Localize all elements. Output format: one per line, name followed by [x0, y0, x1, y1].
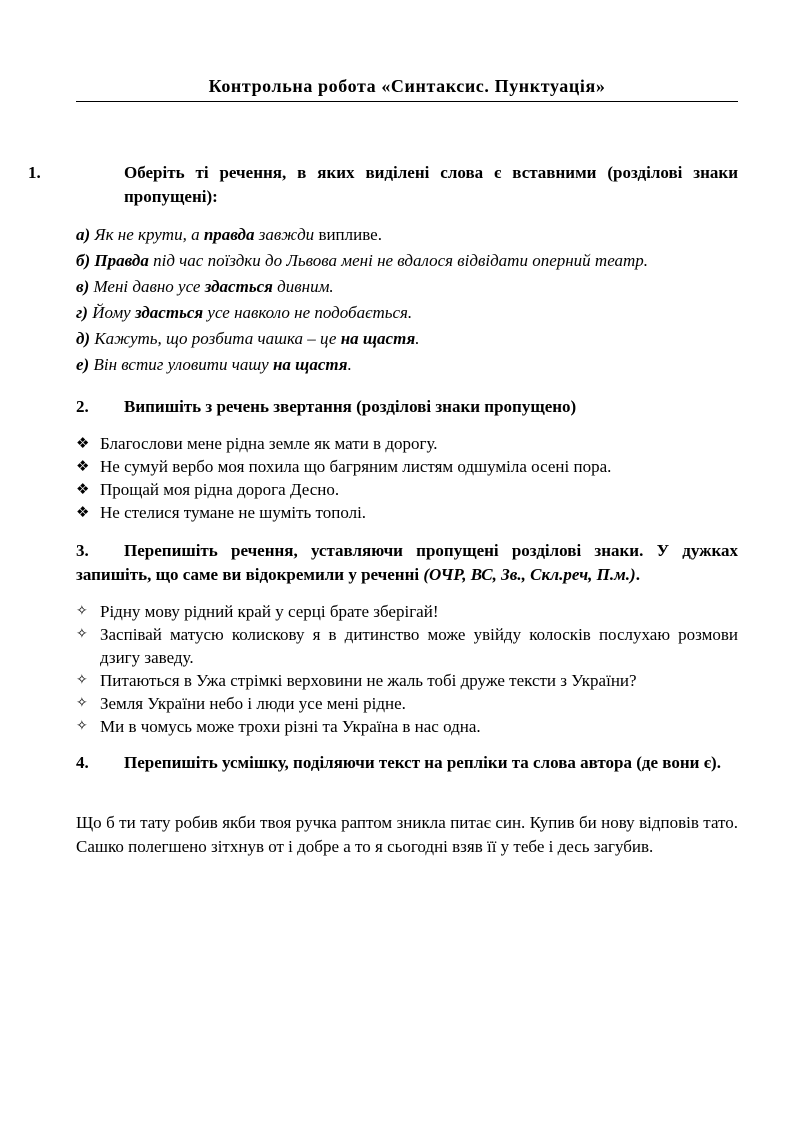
title-underline: [76, 101, 738, 102]
option-highlight: на щастя: [272, 355, 348, 374]
question-4-paragraph: Що б ти тату робив якби твоя ручка раптом зникла питає син. Купив би нову відповів тато. Сашко полегшено зітхнув от і добре а то я сьогодні взяв її у тебе і десь загубив.: [76, 813, 738, 856]
list-item: [76, 623, 738, 669]
list-item-text: Благослови мене рідна земле як мати в дорогу.: [100, 434, 438, 453]
diamond-bullet-icon: ❖: [76, 434, 90, 452]
option-highlight: здасться: [134, 303, 204, 322]
list-item-text: Не стелися тумане не шуміть тополі.: [100, 503, 367, 522]
list-item: [76, 692, 738, 715]
question-3: [76, 539, 738, 586]
list-item: [76, 501, 738, 524]
diamond-bullet-icon: ❖: [76, 457, 90, 475]
list-item-text: Ми в чомусь може трохи різні та Україна в нас одна.: [100, 717, 481, 736]
question-2-list: [76, 432, 738, 524]
option-d: [76, 300, 738, 326]
question-3-number: 3.: [76, 541, 89, 560]
list-item-text: Не сумуй вербо моя похила що багряним листям одшуміла осені пора.: [100, 457, 612, 476]
list-item: [76, 600, 738, 623]
option-highlight: здасться: [204, 277, 273, 296]
option-label: а): [76, 225, 91, 244]
option-text-post: .: [347, 355, 352, 374]
list-item-text: Заспівай матусю колискову я в дитинство може увійду колосків послухаю розмови дзигу заведу.: [100, 625, 738, 667]
page-title: Контрольна робота «Синтаксис. Пунктуація»: [208, 76, 606, 96]
list-item-text: Прощай моя рідна дорога Десно.: [100, 480, 340, 499]
diamond-bullet-icon: ❖: [76, 480, 90, 498]
option-f: [76, 352, 738, 378]
option-label: г): [76, 303, 88, 322]
list-item: [76, 715, 738, 738]
question-3-text-end: .: [635, 564, 640, 584]
option-text-post: .: [415, 329, 420, 348]
diamond-bullet-icon: ❖: [76, 503, 90, 521]
outline-diamond-bullet-icon: ✧: [76, 626, 88, 642]
option-e: [76, 326, 738, 352]
option-text-pre: Він встиг уловити чашу: [89, 355, 273, 374]
option-text-pre: Йому: [87, 303, 135, 322]
list-item-text: Земля України небо і люди усе мені рідне.: [100, 694, 406, 713]
question-4-number: 4.: [76, 753, 89, 772]
option-b: [76, 248, 738, 274]
outline-diamond-bullet-icon: ✧: [76, 672, 88, 688]
option-c: [76, 274, 738, 300]
option-label: б): [76, 251, 91, 270]
option-text-pre: Як не крути, а: [90, 225, 204, 244]
option-text-post: завжди: [254, 225, 319, 244]
question-2: [76, 395, 738, 419]
question-4: [76, 751, 738, 775]
question-1-text: Оберіть ті речення, в яких виділені слова є вставними (розділові знаки пропущені):: [124, 163, 738, 206]
outline-diamond-bullet-icon: ✧: [76, 603, 88, 619]
outline-diamond-bullet-icon: ✧: [76, 718, 88, 734]
question-2-heading: [76, 395, 738, 419]
option-highlight: на щастя: [340, 329, 416, 348]
option-text-plain: випливе: [318, 225, 378, 244]
option-label: е): [76, 355, 90, 374]
option-text-post: дивним.: [272, 277, 334, 296]
question-1-options: [76, 222, 738, 378]
list-item: [76, 455, 738, 478]
option-label: д): [76, 329, 91, 348]
option-label: в): [76, 277, 90, 296]
option-text-post: усе навколо не подобається.: [203, 303, 413, 322]
option-a: [76, 222, 738, 248]
question-1-heading: [28, 161, 738, 208]
option-text-post: під час поїздки до Львова мені не вдалося відвідати оперний театр.: [148, 251, 649, 270]
option-text-pre: Мені давно усе: [89, 277, 205, 296]
question-1: [28, 161, 738, 208]
question-2-text: Випишіть з речень звертання (розділові знаки пропущено): [124, 397, 577, 416]
question-3-abbreviations: (ОЧР, ВС, Зв., Скл.реч, П.м.): [423, 564, 636, 584]
list-item-text: Питаються в Ужа стрімкі верховини не жаль тобі друже тексти з України?: [100, 671, 637, 690]
question-4-heading: [76, 751, 738, 775]
option-highlight: Правда: [94, 251, 149, 270]
option-text-end: .: [377, 225, 382, 244]
question-2-number: 2.: [76, 397, 89, 416]
list-item: [76, 432, 738, 455]
list-item-text: Рідну мову рідний край у серці брате зберігай!: [100, 602, 439, 621]
question-3-text: Перепишіть речення, уставляючи пропущені розділові знаки. У дужках запишіть, що саме ви відокремили у реченні: [76, 541, 738, 584]
question-1-number: 1.: [28, 163, 41, 182]
option-highlight: правда: [203, 225, 255, 244]
question-4-text: Перепишіть усмішку, поділяючи текст на репліки та слова автора (де вони є).: [124, 753, 721, 772]
outline-diamond-bullet-icon: ✧: [76, 695, 88, 711]
list-item: [76, 478, 738, 501]
option-text-pre: Кажуть, що розбита чашка – це: [90, 329, 341, 348]
question-3-heading: [76, 539, 738, 586]
list-item: [76, 669, 738, 692]
question-3-list: [76, 600, 738, 738]
